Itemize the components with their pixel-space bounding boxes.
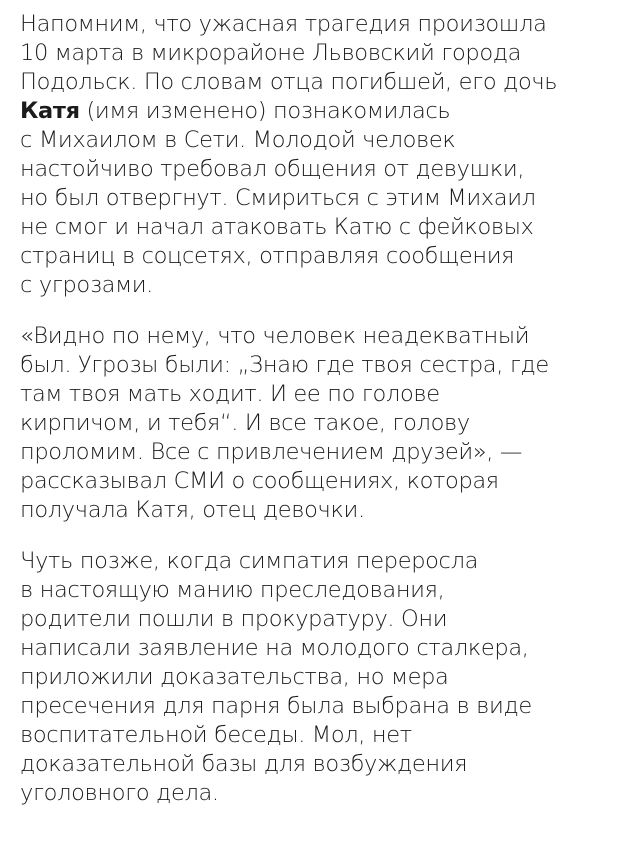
text-line bbox=[20, 322, 626, 351]
text-line bbox=[20, 380, 626, 409]
text-line bbox=[20, 97, 626, 126]
paragraph-3 bbox=[20, 547, 626, 808]
text-line bbox=[20, 351, 626, 380]
text-line bbox=[20, 779, 626, 808]
text-line bbox=[20, 438, 626, 467]
text-segment: получала Катя, отец девочки. bbox=[20, 497, 365, 523]
text-line bbox=[20, 663, 626, 692]
text-line bbox=[20, 213, 626, 242]
text-segment: Подольск. По словам отца погибшей, его дочь bbox=[20, 69, 558, 95]
text-line bbox=[20, 39, 626, 68]
text-segment: не смог и начал атаковать Катю с фейковых bbox=[20, 214, 534, 240]
text-line bbox=[20, 409, 626, 438]
text-line bbox=[20, 10, 626, 39]
paragraph-2 bbox=[20, 322, 626, 525]
text-segment: 10 марта в микрорайоне Львовский города bbox=[20, 40, 522, 66]
text-segment: рассказывал СМИ о сообщениях, которая bbox=[20, 468, 499, 494]
text-segment: доказательной базы для возбуждения bbox=[20, 751, 468, 777]
text-segment: пресечения для парня была выбрана в виде bbox=[20, 693, 532, 719]
text-line bbox=[20, 271, 626, 300]
text-segment: родители пошли в прокуратуру. Они bbox=[20, 606, 448, 632]
text-line bbox=[20, 547, 626, 576]
text-segment: кирпичом, и тебя“. И все такое, голову bbox=[20, 410, 470, 436]
text-line bbox=[20, 605, 626, 634]
text-line bbox=[20, 68, 626, 97]
text-segment: но был отвергнут. Смириться с этим Михаил bbox=[20, 185, 536, 211]
paragraph-1 bbox=[20, 10, 626, 300]
text-line bbox=[20, 750, 626, 779]
text-line bbox=[20, 242, 626, 271]
text-line bbox=[20, 721, 626, 750]
text-segment: там твоя мать ходит. И ее по голове bbox=[20, 381, 440, 407]
text-segment: страниц в соцсетях, отправляя сообщения bbox=[20, 243, 515, 269]
text-segment: в настоящую манию преследования, bbox=[20, 577, 445, 603]
text-segment: с угрозами. bbox=[20, 272, 153, 298]
text-segment: Чуть позже, когда симпатия переросла bbox=[20, 548, 479, 574]
text-line bbox=[20, 496, 626, 525]
text-line bbox=[20, 576, 626, 605]
text-segment: написали заявление на молодого сталкера, bbox=[20, 635, 529, 661]
text-segment: «Видно по нему, что человек неадекватный bbox=[20, 323, 530, 349]
text-line bbox=[20, 634, 626, 663]
text-line bbox=[20, 467, 626, 496]
text-line bbox=[20, 126, 626, 155]
text-line bbox=[20, 692, 626, 721]
text-segment: приложили доказательства, но мера bbox=[20, 664, 449, 690]
text-segment: проломим. Все с привлечением друзей», — bbox=[20, 439, 523, 465]
text-segment: воспитательной беседы. Мол, нет bbox=[20, 722, 412, 748]
text-segment: с Михаилом в Сети. Молодой человек bbox=[20, 127, 456, 153]
text-segment: был. Угрозы были: „Знаю где твоя сестра, где bbox=[20, 352, 549, 378]
text-segment: настойчиво требовал общения от девушки, bbox=[20, 156, 525, 182]
text-line bbox=[20, 155, 626, 184]
text-segment: (имя изменено) познакомилась bbox=[79, 98, 451, 124]
text-line bbox=[20, 184, 626, 213]
text-segment: уголовного дела. bbox=[20, 780, 219, 806]
text-segment: Напомним, что ужасная трагедия произошла bbox=[20, 11, 547, 37]
bold-name-text: Катя bbox=[20, 98, 80, 124]
